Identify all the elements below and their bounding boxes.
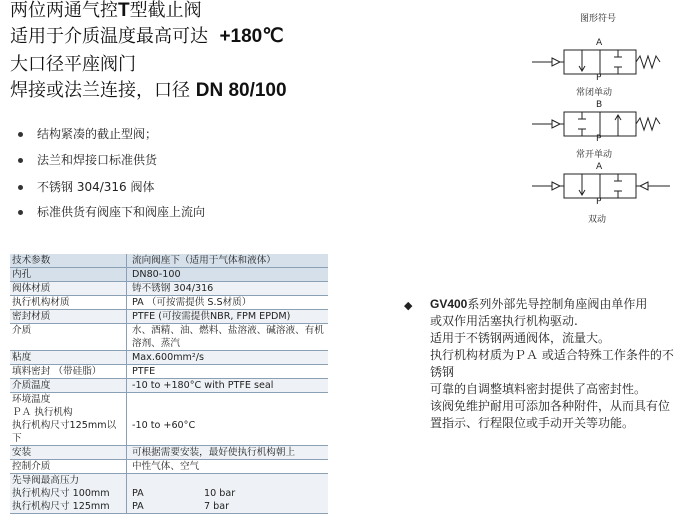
spec-row xyxy=(10,310,328,324)
spec-row xyxy=(10,296,328,310)
model-name: GV400 xyxy=(430,297,468,311)
port-label: P xyxy=(596,134,602,144)
headline-1: 两位两通气控T型截止阀 xyxy=(10,0,202,21)
headline-3: 大口径平座阀门 xyxy=(10,54,136,75)
spec-key: 密封材质 xyxy=(10,310,127,324)
symbol-caption: 常闭单动 xyxy=(576,88,613,98)
spec-row xyxy=(10,460,328,474)
symbols-title: 图形符号 xyxy=(580,14,617,24)
bullet-icon xyxy=(18,132,23,137)
spec-value: PTFE xyxy=(127,365,329,379)
spec-value: -10 to +60°C xyxy=(127,393,329,446)
spec-value: PTFE (可按需提供NBR, FPM EPDM) xyxy=(127,310,329,324)
description-first-line: GV400系列外部先导控制角座阀由单作用 xyxy=(430,297,648,311)
spec-row xyxy=(10,379,328,393)
spec-key: 控制介质 xyxy=(10,460,127,474)
spec-value: PA 10 bar PA 7 bar xyxy=(127,474,329,514)
spec-row xyxy=(10,393,328,446)
bullet-icon xyxy=(18,185,23,190)
description-line: 或双作用活塞执行机构驱动. xyxy=(430,314,578,328)
spec-value: 中性气体、空气 xyxy=(127,460,329,474)
spec-value: PA （可按需提供 S.S材质） xyxy=(127,296,329,310)
spec-value: DN80-100 xyxy=(127,268,329,282)
spec-table xyxy=(10,254,328,514)
spec-row xyxy=(10,446,328,460)
valve-symbol-double xyxy=(530,158,680,218)
port-label: B xyxy=(596,100,603,110)
feature-item: 不锈钢 304/316 阀体 xyxy=(18,178,154,195)
spec-value: 铸不锈钢 304/316 xyxy=(127,282,329,296)
spec-row xyxy=(10,474,328,514)
spec-value: 可根据需要安装，最好使执行机构朝上 xyxy=(127,446,329,460)
spec-value: -10 to +180°C with PTFE seal xyxy=(127,379,329,393)
spec-value: 流向阀座下（适用于气体和液体） xyxy=(127,254,329,268)
spec-value: 水、酒精、油、燃料、盐溶液、碱溶液、有机溶剂、蒸汽 xyxy=(127,324,329,351)
feature-item: 法兰和焊接口标准供货 xyxy=(18,151,157,168)
spec-row xyxy=(10,268,328,282)
headline-4: 焊接或法兰连接，口径 DN 80/100 xyxy=(10,80,287,101)
feature-item: 结构紧凑的截止型阀； xyxy=(18,125,157,142)
spec-key: 介质 xyxy=(10,324,127,351)
headline-2: 适用于介质温度最高可达 +180℃ xyxy=(10,26,284,47)
port-label: A xyxy=(596,162,603,172)
description-body xyxy=(404,313,676,432)
bullet-icon xyxy=(18,158,23,163)
spec-key: 阀体材质 xyxy=(10,282,127,296)
description-line: 该阀免维护耐用可添加各种附件，从而具有位置指示、行程限位或手动开关等功能。 xyxy=(430,399,671,430)
spec-key: 执行机构材质 xyxy=(10,296,127,310)
spec-row xyxy=(10,282,328,296)
diamond-bullet-icon: ◆ xyxy=(404,299,413,312)
spec-row xyxy=(10,351,328,365)
spec-key: 填料密封 （带硅脂） xyxy=(10,365,127,379)
description-line: 适用于不锈钢两通阀体，流量大。 xyxy=(430,331,611,345)
spec-key: 技术参数 xyxy=(10,254,127,268)
spec-key: 内孔 xyxy=(10,268,127,282)
bullet-icon xyxy=(18,210,23,215)
port-label: P xyxy=(596,73,602,83)
spec-key: 先导阀最高压力 执行机构尺寸 100mm 执行机构尺寸 125mm xyxy=(10,474,127,514)
spec-key: 介质温度 xyxy=(10,379,127,393)
symbol-caption: 常开单动 xyxy=(576,150,613,160)
spec-value: Max.600mm²/s xyxy=(127,351,329,365)
spec-key: 安装 xyxy=(10,446,127,460)
spec-row xyxy=(10,254,328,268)
symbol-caption: 双动 xyxy=(588,215,607,225)
spec-key: 粘度 xyxy=(10,351,127,365)
spec-key: 环境温度 ＰＡ 执行机构 执行机构尺寸125mm以下 xyxy=(10,393,127,446)
description-line: 执行机构材质为ＰＡ 或适合特殊工作条件的不锈钢 xyxy=(430,348,674,379)
port-label: P xyxy=(596,197,602,207)
spec-row xyxy=(10,365,328,379)
description-line: 可靠的自调整填料密封提供了高密封性。 xyxy=(430,382,647,396)
product-description xyxy=(404,296,676,432)
port-label: A xyxy=(596,38,603,48)
spec-row xyxy=(10,324,328,351)
feature-item: 标准供货有阀座下和阀座上流向 xyxy=(18,203,205,220)
